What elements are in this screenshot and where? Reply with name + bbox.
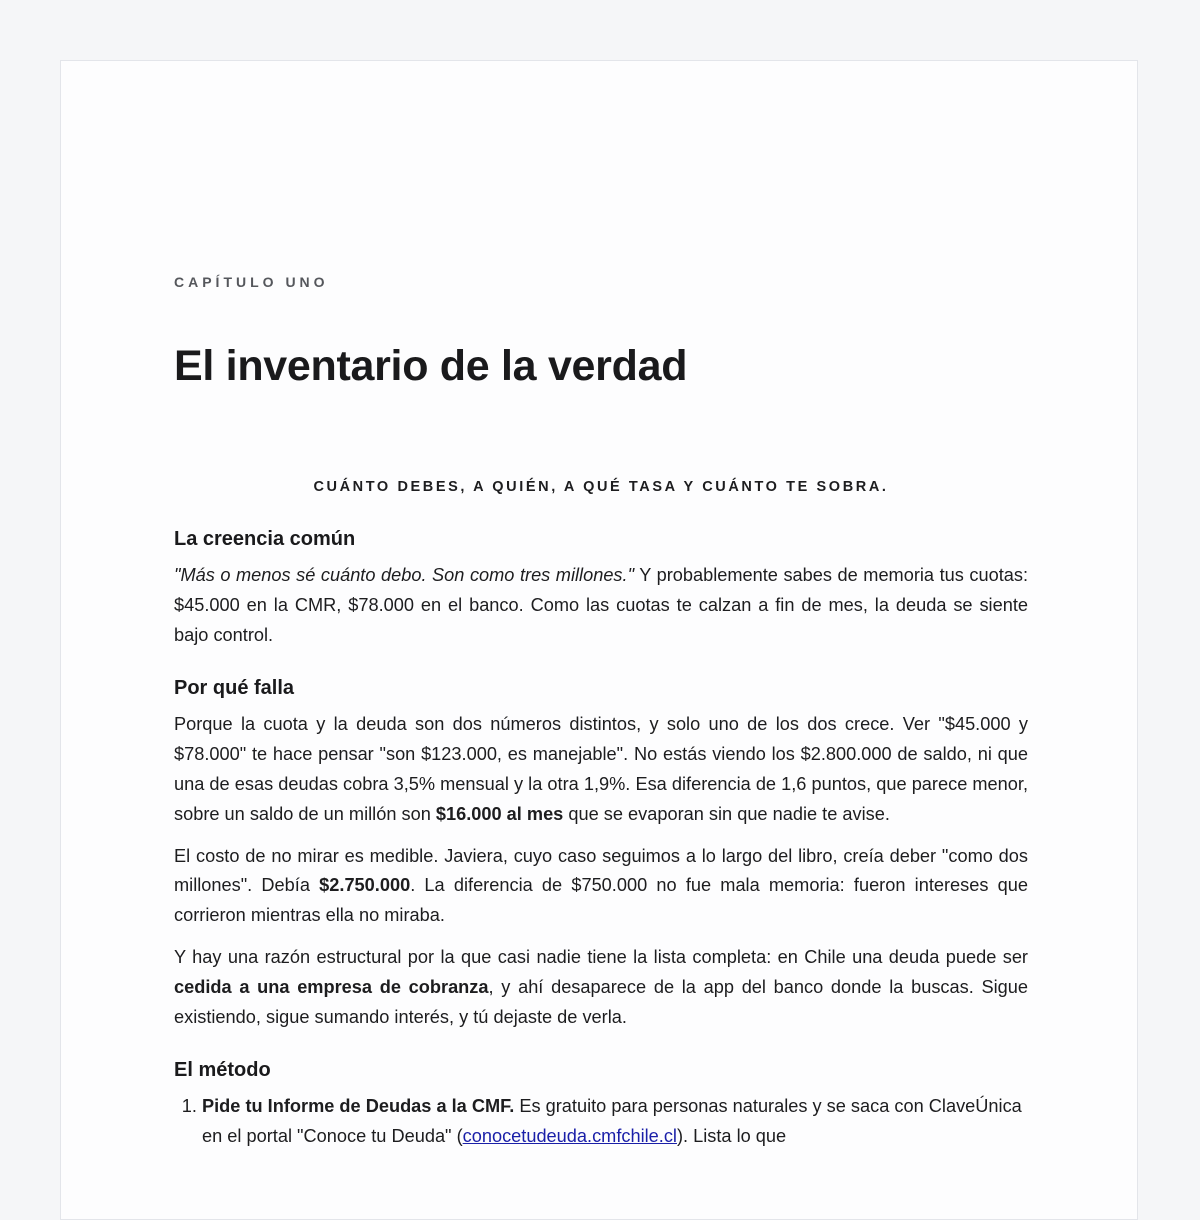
section-heading: La creencia común — [174, 528, 356, 550]
chapter-eyebrow: CAPÍTULO UNO — [174, 274, 329, 290]
section-heading: El método — [174, 1059, 271, 1082]
quote: "Más o menos sé cuánto debo. Son como tres millones." — [174, 565, 635, 585]
method-step — [202, 1092, 1028, 1152]
text-run: , y ahí desaparece de la app del banco donde la buscas. Sigue existiendo, sigue sumando interés, y tú dejaste de verla. — [174, 976, 1028, 1027]
paragraph — [174, 943, 1028, 1032]
emphasis: $2.750.000 — [319, 875, 411, 896]
document-page — [60, 60, 1138, 1220]
section-creencia — [174, 525, 1028, 650]
text-run: que se evaporan sin que nadie te avise. — [563, 803, 890, 824]
chapter-content — [174, 273, 1028, 1152]
text-run: . La diferencia de $750.000 no fue mala memoria: fueron intereses que corrieron mientras ella no miraba. — [174, 875, 1029, 926]
chapter-title: El inventario de la verdad — [174, 342, 688, 390]
text-run: El costo de no mirar es medible. Javiera, cuyo caso seguimos a lo largo del libro, creía deber "como dos millones". Debía — [174, 845, 1028, 896]
section-metodo — [174, 1056, 1028, 1152]
text-run: ). Lista lo que — [676, 1126, 787, 1147]
section-heading: Por qué falla — [174, 677, 295, 700]
text-run: Porque la cuota y la deuda son dos números distintos, y solo uno de los dos crece. Ver "$45.000 y $78.000" te hace pensar "son $123.000, es manejable". No estás viendo los $2.800.000 de saldo, ni que una de esas deudas cobra 3,5% mensual y la otra 1,9%. Esa diferencia de 1,6 puntos, que parece menor, sobre un saldo de un millón son — [174, 714, 1028, 824]
text-run: Y probablemente sabes de memoria tus cuotas: $45.000 en la CMR, $78.000 en el banco. Como las cuotas te calzan a fin de mes, la deuda se siente bajo control. — [174, 565, 1029, 645]
emphasis: cedida a una empresa de cobranza — [174, 976, 489, 997]
cmf-portal-link[interactable]: conocetudeuda.cmfchile.cl — [462, 1126, 677, 1147]
section-falla — [174, 674, 1028, 1032]
paragraph — [174, 561, 1028, 650]
step-title: Pide tu Informe de Deudas a la CMF. — [202, 1096, 515, 1117]
paragraph — [174, 710, 1028, 829]
text-run: Y hay una razón estructural por la que casi nadie tiene la lista completa: en Chile una deuda puede ser — [174, 946, 1028, 967]
chapter-subtitle: CUÁNTO DEBES, A QUIÉN, A QUÉ TASA Y CUÁNTO TE SOBRA. — [313, 479, 889, 495]
emphasis: $16.000 al mes — [435, 803, 564, 824]
text-run: Es gratuito para personas naturales y se saca con ClaveÚnica en el portal "Conoce tu Deuda" ( — [202, 1096, 1022, 1147]
paragraph — [174, 842, 1028, 931]
method-steps-list — [174, 1092, 1028, 1152]
